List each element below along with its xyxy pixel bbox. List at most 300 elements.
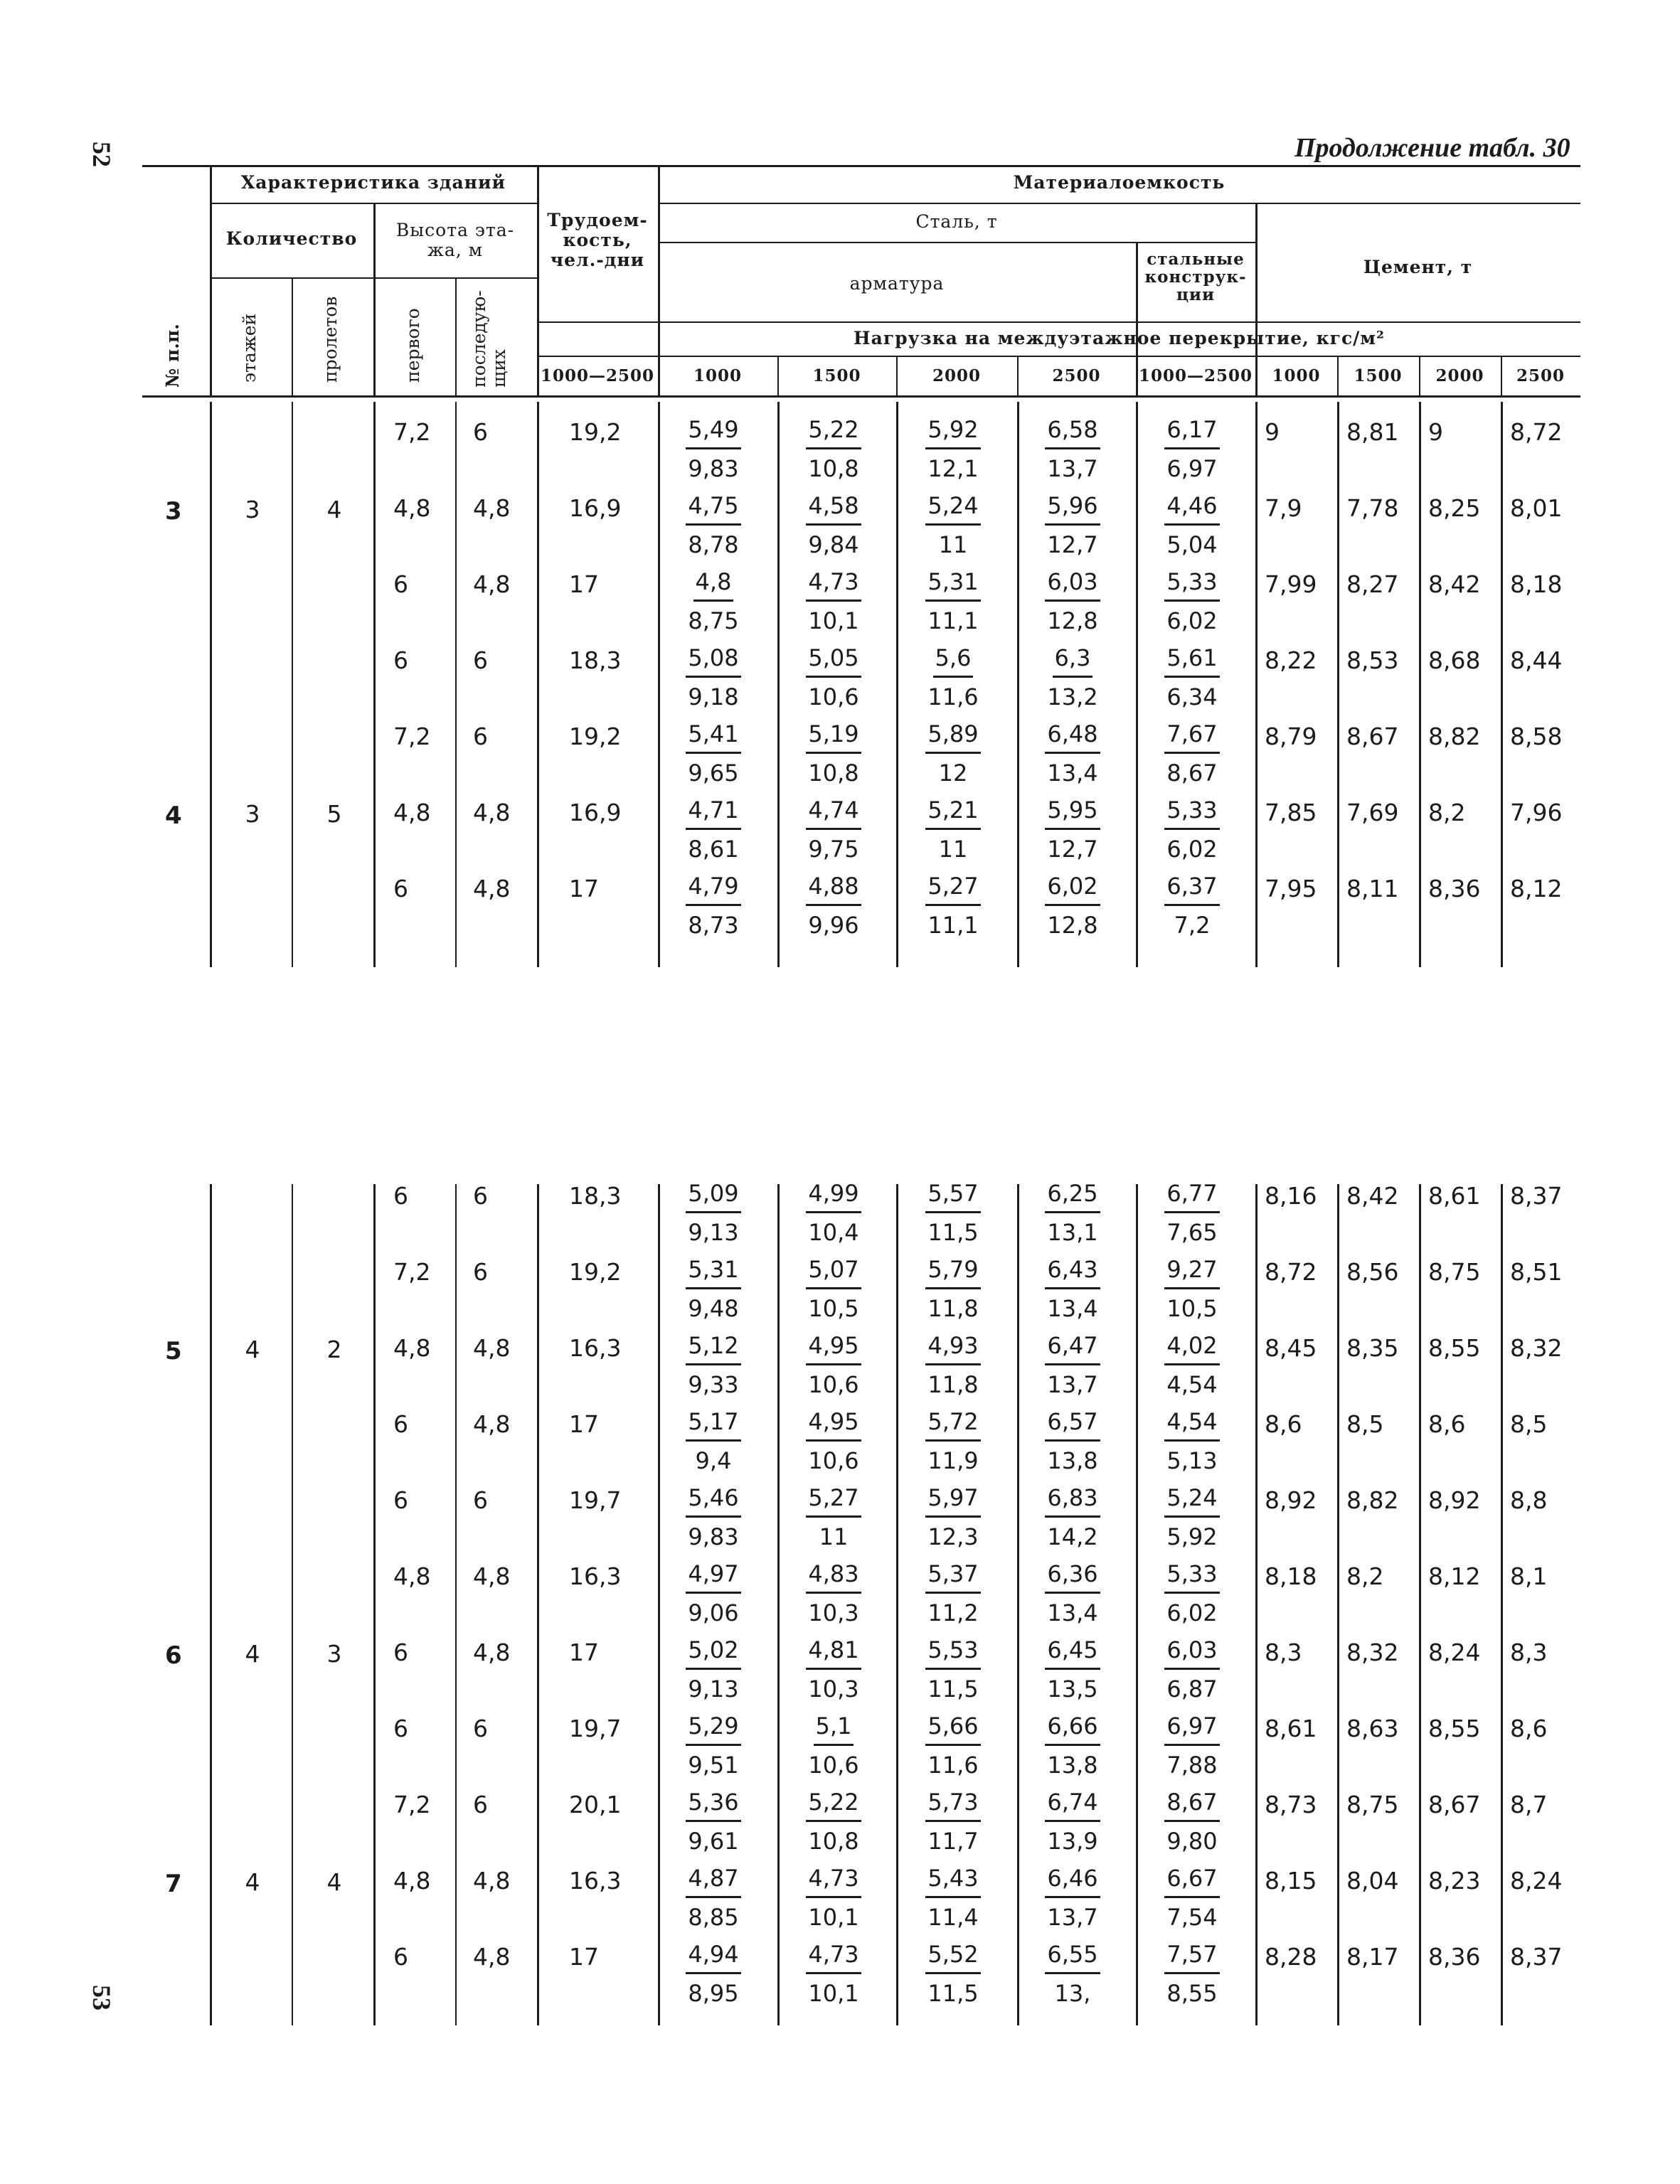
cement-cell: 8,23 <box>1428 1867 1481 1895</box>
header-spans: пролетов <box>320 296 341 383</box>
cement-cell: 8,42 <box>1346 1182 1399 1210</box>
height-next: 6 <box>473 1715 488 1742</box>
body-col-line <box>1501 402 1503 967</box>
fraction-numerator: 5,27 <box>806 1480 861 1518</box>
fraction-cell <box>1030 1403 1115 1480</box>
fraction-denominator: 11 <box>819 1523 849 1550</box>
rule-top <box>142 165 1580 167</box>
height-next: 4,8 <box>473 1562 511 1590</box>
fraction-denominator: 5,04 <box>1166 531 1218 558</box>
cement-cell: 7,99 <box>1265 570 1317 598</box>
fraction-numerator: 5,07 <box>806 1252 861 1289</box>
fraction-cell <box>671 792 756 868</box>
fraction-cell <box>1149 715 1235 792</box>
fraction-denominator: 4,54 <box>1166 1371 1218 1398</box>
fraction-cell <box>791 563 876 640</box>
header-num: № п.п. <box>162 324 183 388</box>
cement-cell: 8,67 <box>1428 1791 1481 1818</box>
body-col-line <box>777 1184 780 2025</box>
fraction-numerator: 6,58 <box>1045 412 1100 449</box>
fraction-numerator: 4,99 <box>806 1176 861 1213</box>
fraction-cell <box>1149 487 1235 564</box>
fraction-denominator: 8,85 <box>688 1904 739 1931</box>
fraction-denominator: 11,8 <box>927 1295 979 1322</box>
body-col-line <box>373 402 376 967</box>
load-cement-1500: 1500 <box>1354 366 1403 385</box>
fraction-cell <box>1030 1860 1115 1937</box>
header-height-next: последую- щих <box>469 290 509 388</box>
fraction-cell <box>671 1860 756 1937</box>
header-labor: Трудоем- кость, чел.-дни <box>547 210 648 270</box>
labor: 17 <box>569 875 599 902</box>
cement-cell: 8,53 <box>1346 646 1399 674</box>
cement-cell: 8,28 <box>1265 1943 1317 1971</box>
fraction-denominator: 10,5 <box>1166 1295 1218 1322</box>
labor: 16,3 <box>569 1334 622 1362</box>
fraction-numerator: 5,22 <box>806 412 861 449</box>
cement-cell: 8,37 <box>1510 1182 1563 1210</box>
rule-loads <box>537 356 1580 357</box>
fraction-cell <box>671 1251 756 1328</box>
cement-cell: 8,36 <box>1428 1943 1481 1971</box>
height-next: 6 <box>473 1791 488 1818</box>
fraction-denominator: 13,1 <box>1047 1219 1098 1246</box>
fraction-cell <box>1030 1327 1115 1404</box>
header-height-first: первого <box>403 308 423 383</box>
table-caption: Продолжение табл. 30 <box>1294 133 1570 163</box>
fraction-denominator: 9,80 <box>1166 1828 1218 1855</box>
height-first: 7,2 <box>393 1258 431 1286</box>
page-number-bottom: 53 <box>87 1985 116 2010</box>
cement-cell: 8,58 <box>1510 723 1563 750</box>
header-steel: Сталь, т <box>915 211 998 232</box>
height-first: 4,8 <box>393 494 431 522</box>
load-cement-2000: 2000 <box>1435 366 1484 385</box>
cement-cell: 8,7 <box>1510 1791 1548 1818</box>
height-first: 7,2 <box>393 1791 431 1818</box>
fraction-denominator: 10,5 <box>808 1295 859 1322</box>
cement-cell: 8,61 <box>1265 1715 1317 1742</box>
group-spans: 2 <box>326 1336 342 1363</box>
fraction-cell <box>1149 1860 1235 1937</box>
fraction-denominator: 10,8 <box>808 455 859 482</box>
fraction-cell <box>910 868 996 944</box>
body-col-line <box>1017 1184 1019 2025</box>
fraction-numerator: 5,24 <box>925 488 980 526</box>
fraction-denominator: 8,75 <box>688 607 739 634</box>
fraction-numerator: 6,55 <box>1045 1937 1100 1974</box>
load-rebar-2500: 2500 <box>1052 366 1101 385</box>
fraction-numerator: 6,25 <box>1045 1176 1100 1213</box>
cement-cell: 7,96 <box>1510 799 1563 826</box>
fraction-cell <box>791 1631 876 1708</box>
fraction-denominator: 12,8 <box>1047 607 1098 634</box>
fraction-denominator: 9,13 <box>688 1219 739 1246</box>
fraction-cell <box>1030 1251 1115 1328</box>
load-cement-1000: 1000 <box>1272 366 1321 385</box>
cement-cell: 8,24 <box>1428 1639 1481 1666</box>
fraction-cell <box>910 1555 996 1632</box>
fraction-numerator: 7,67 <box>1164 716 1219 754</box>
labor: 18,3 <box>569 646 622 674</box>
fraction-numerator: 6,97 <box>1164 1708 1219 1746</box>
fraction-denominator: 12,7 <box>1047 836 1098 863</box>
fraction-numerator: 4,83 <box>806 1556 861 1594</box>
fraction-denominator: 11,5 <box>927 1219 979 1246</box>
fraction-cell <box>910 1708 996 1784</box>
fraction-denominator: 9,65 <box>688 760 739 787</box>
fraction-cell <box>1149 1631 1235 1708</box>
fraction-cell <box>791 868 876 944</box>
cement-cell: 8,18 <box>1510 570 1563 598</box>
fraction-denominator: 11,5 <box>927 1980 979 2007</box>
fraction-cell <box>1030 868 1115 944</box>
fraction-denominator: 12,8 <box>1047 912 1098 939</box>
labor: 16,3 <box>569 1562 622 1590</box>
fraction-cell <box>1030 1784 1115 1860</box>
fraction-cell <box>791 1251 876 1328</box>
cement-cell: 9 <box>1265 418 1280 446</box>
fraction-denominator: 6,87 <box>1166 1676 1218 1703</box>
fraction-numerator: 4,97 <box>686 1556 740 1594</box>
fraction-denominator: 13,8 <box>1047 1447 1098 1474</box>
cement-cell: 8,61 <box>1428 1182 1481 1210</box>
fraction-cell <box>1030 563 1115 640</box>
fraction-numerator: 6,46 <box>1045 1860 1100 1898</box>
fraction-numerator: 6,66 <box>1045 1708 1100 1746</box>
fraction-numerator: 5,52 <box>925 1937 980 1974</box>
height-next: 4,8 <box>473 494 511 522</box>
fraction-denominator: 9,96 <box>808 912 859 939</box>
header-load: Нагрузка на междуэтажное перекрытие, кгс/м² <box>854 328 1385 348</box>
header-material: Материалоемкость <box>1013 172 1226 193</box>
fraction-denominator: 8,67 <box>1166 760 1218 787</box>
fraction-cell <box>910 1479 996 1556</box>
fraction-numerator: 4,95 <box>806 1404 861 1442</box>
load-rebar-1000: 1000 <box>693 366 742 385</box>
fraction-numerator: 4,71 <box>686 792 740 830</box>
fraction-cell <box>791 1403 876 1480</box>
hdr-div-1 <box>210 165 212 395</box>
height-first: 4,8 <box>393 1334 431 1362</box>
fraction-numerator: 5,6 <box>933 640 974 678</box>
cement-cell: 8,51 <box>1510 1258 1563 1286</box>
fraction-cell <box>791 1555 876 1632</box>
body-col-line <box>537 402 539 967</box>
fraction-numerator: 6,67 <box>1164 1860 1219 1898</box>
fraction-numerator: 5,61 <box>1164 640 1219 678</box>
height-next: 6 <box>473 1182 488 1210</box>
fraction-denominator: 12,7 <box>1047 531 1098 558</box>
cement-cell: 8,32 <box>1346 1639 1399 1666</box>
fraction-denominator: 10,6 <box>808 683 859 710</box>
fraction-numerator: 4,87 <box>686 1860 740 1898</box>
fraction-numerator: 6,03 <box>1045 564 1100 602</box>
height-next: 6 <box>473 418 488 446</box>
fraction-cell <box>1149 1555 1235 1632</box>
cement-cell: 8,55 <box>1428 1715 1481 1742</box>
body-col-line <box>1136 402 1138 967</box>
fraction-cell <box>671 1708 756 1784</box>
height-first: 6 <box>393 1715 408 1742</box>
fraction-denominator: 11,4 <box>927 1904 979 1931</box>
fraction-cell <box>671 1784 756 1860</box>
fraction-denominator: 10,6 <box>808 1371 859 1398</box>
fraction-cell <box>910 487 996 564</box>
fraction-denominator: 10,1 <box>808 1980 859 2007</box>
fraction-numerator: 4,95 <box>806 1328 861 1365</box>
height-first: 6 <box>393 1182 408 1210</box>
cement-cell: 8,5 <box>1346 1410 1384 1438</box>
fraction-numerator: 4,73 <box>806 1937 861 1974</box>
group-spans: 3 <box>326 1640 342 1668</box>
fraction-numerator: 4,46 <box>1164 488 1219 526</box>
fraction-numerator: 4,8 <box>693 564 734 602</box>
height-first: 7,2 <box>393 418 431 446</box>
fraction-denominator: 11 <box>938 836 968 863</box>
height-next: 6 <box>473 1486 488 1514</box>
fraction-cell <box>1149 1327 1235 1404</box>
fraction-numerator: 5,53 <box>925 1632 980 1670</box>
group-number: 7 <box>165 1870 182 1898</box>
fraction-cell <box>671 1631 756 1708</box>
header-count: Количество <box>225 228 358 249</box>
cement-cell: 8,22 <box>1265 646 1317 674</box>
load-rebar-1500: 1500 <box>812 366 861 385</box>
header-steel-struct: стальные конструк- ции <box>1144 250 1247 304</box>
body-col-line <box>1255 1184 1258 2025</box>
cement-cell: 8,79 <box>1265 723 1317 750</box>
fraction-numerator: 5,72 <box>925 1404 980 1442</box>
fraction-cell <box>1030 1479 1115 1556</box>
fraction-denominator: 11,5 <box>927 1676 979 1703</box>
fraction-cell <box>791 1784 876 1860</box>
fraction-numerator: 5,95 <box>1045 792 1100 830</box>
cement-cell: 8,81 <box>1346 418 1399 446</box>
fraction-numerator: 6,57 <box>1045 1404 1100 1442</box>
height-first: 7,2 <box>393 723 431 750</box>
fraction-denominator: 8,78 <box>688 531 739 558</box>
height-first: 6 <box>393 646 408 674</box>
fraction-numerator: 5,21 <box>925 792 980 830</box>
cement-cell: 8,72 <box>1510 418 1563 446</box>
cement-cell: 8,92 <box>1428 1486 1481 1514</box>
height-next: 4,8 <box>473 1639 511 1666</box>
fraction-cell <box>671 563 756 640</box>
fraction-denominator: 10,6 <box>808 1447 859 1474</box>
fraction-denominator: 9,75 <box>808 836 859 863</box>
cement-cell: 8,2 <box>1428 799 1466 826</box>
labor: 19,2 <box>569 418 622 446</box>
fraction-denominator: 6,02 <box>1166 607 1218 634</box>
fraction-denominator: 7,2 <box>1174 912 1211 939</box>
fraction-numerator: 6,43 <box>1045 1252 1100 1289</box>
load-rebar-2000: 2000 <box>932 366 981 385</box>
fraction-denominator: 9,48 <box>688 1295 739 1322</box>
fraction-cell <box>1149 563 1235 640</box>
fraction-denominator: 8,61 <box>688 836 739 863</box>
fraction-denominator: 9,83 <box>688 1523 739 1550</box>
body-col-line <box>896 1184 898 2025</box>
header-floors: этажей <box>239 313 260 383</box>
fraction-cell <box>1030 1708 1115 1784</box>
cement-cell: 8,32 <box>1510 1334 1563 1362</box>
fraction-numerator: 5,02 <box>686 1632 740 1670</box>
cement-cell: 8,04 <box>1346 1867 1399 1895</box>
fraction-denominator: 6,34 <box>1166 683 1218 710</box>
height-next: 4,8 <box>473 875 511 902</box>
fraction-cell <box>1149 1251 1235 1328</box>
fraction-denominator: 9,33 <box>688 1371 739 1398</box>
fraction-cell <box>1149 1403 1235 1480</box>
fraction-cell <box>910 1251 996 1328</box>
fraction-numerator: 5,49 <box>686 412 740 449</box>
cement-cell: 8,73 <box>1265 1791 1317 1818</box>
fraction-denominator: 7,65 <box>1166 1219 1218 1246</box>
fraction-denominator: 10,6 <box>808 1752 859 1779</box>
fraction-cell <box>791 1327 876 1404</box>
body-col-line <box>292 1184 293 2025</box>
fraction-cell <box>671 487 756 564</box>
fraction-numerator: 6,48 <box>1045 716 1100 754</box>
fraction-denominator: 13,4 <box>1047 1599 1098 1626</box>
height-first: 6 <box>393 875 408 902</box>
fraction-numerator: 5,31 <box>686 1252 740 1289</box>
body-col-line <box>1419 1184 1421 2025</box>
fraction-cell <box>1149 1479 1235 1556</box>
body-col-line <box>658 402 660 967</box>
cement-cell: 7,95 <box>1265 875 1317 902</box>
cement-cell: 8,25 <box>1428 494 1481 522</box>
cement-cell: 8,67 <box>1346 723 1399 750</box>
fraction-cell <box>791 1936 876 2013</box>
fraction-numerator: 5,66 <box>925 1708 980 1746</box>
fraction-cell <box>1149 411 1235 488</box>
fraction-denominator: 11,7 <box>927 1828 979 1855</box>
fraction-cell <box>791 1708 876 1784</box>
fraction-cell <box>910 1403 996 1480</box>
fraction-denominator: 10,1 <box>808 607 859 634</box>
height-next: 4,8 <box>473 799 511 826</box>
labor: 17 <box>569 570 599 598</box>
fraction-denominator: 7,54 <box>1166 1904 1218 1931</box>
cement-cell: 8,27 <box>1346 570 1399 598</box>
hdr-div-4 <box>455 277 457 395</box>
fraction-cell <box>1149 1936 1235 2013</box>
height-first: 6 <box>393 1639 408 1666</box>
fraction-cell <box>671 1479 756 1556</box>
fraction-cell <box>671 1936 756 2013</box>
fraction-numerator: 5,08 <box>686 640 740 678</box>
fraction-denominator: 6,02 <box>1166 836 1218 863</box>
fraction-numerator: 5,73 <box>925 1784 980 1822</box>
hdr-div-2 <box>292 277 293 395</box>
height-next: 4,8 <box>473 1334 511 1362</box>
labor: 17 <box>569 1943 599 1971</box>
fraction-numerator: 5,36 <box>686 1784 740 1822</box>
fraction-denominator: 12,3 <box>927 1523 979 1550</box>
fraction-numerator: 9,27 <box>1164 1252 1219 1289</box>
fraction-numerator: 6,37 <box>1164 868 1219 906</box>
fraction-cell <box>910 1631 996 1708</box>
page-number-top: 52 <box>87 142 116 167</box>
cement-cell: 8,17 <box>1346 1943 1399 1971</box>
fraction-cell <box>671 1555 756 1632</box>
fraction-numerator: 5,17 <box>686 1404 740 1442</box>
body-col-line <box>1501 1184 1503 2025</box>
fraction-numerator: 5,05 <box>806 640 861 678</box>
fraction-numerator: 6,77 <box>1164 1176 1219 1213</box>
fraction-numerator: 5,57 <box>925 1176 980 1213</box>
group-floors: 3 <box>245 496 260 523</box>
fraction-numerator: 5,92 <box>925 412 980 449</box>
fraction-cell <box>910 1784 996 1860</box>
group-floors: 4 <box>245 1640 260 1668</box>
header-rebar: арматура <box>849 273 945 294</box>
fraction-denominator: 10,3 <box>808 1676 859 1703</box>
fraction-cell <box>1030 792 1115 868</box>
labor: 20,1 <box>569 1791 622 1818</box>
fraction-cell <box>671 715 756 792</box>
fraction-numerator: 6,47 <box>1045 1328 1100 1365</box>
group-number: 4 <box>165 801 182 830</box>
cement-cell: 8,82 <box>1346 1486 1399 1514</box>
height-first: 4,8 <box>393 799 431 826</box>
cement-cell: 7,85 <box>1265 799 1317 826</box>
cement-cell: 8,75 <box>1428 1258 1481 1286</box>
cement-cell: 8,15 <box>1265 1867 1317 1895</box>
body-col-line <box>1419 402 1421 967</box>
fraction-denominator: 13,8 <box>1047 1752 1098 1779</box>
fraction-numerator: 5,12 <box>686 1328 740 1365</box>
fraction-cell <box>1030 1936 1115 2013</box>
fraction-denominator: 5,13 <box>1166 1447 1218 1474</box>
cement-cell: 8,24 <box>1510 1867 1563 1895</box>
cement-cell: 8,63 <box>1346 1715 1399 1742</box>
fraction-cell <box>1030 639 1115 716</box>
fraction-numerator: 5,24 <box>1164 1480 1219 1518</box>
fraction-cell <box>671 1403 756 1480</box>
labor: 18,3 <box>569 1182 622 1210</box>
fraction-denominator: 11,9 <box>927 1447 979 1474</box>
body-col-line <box>896 402 898 967</box>
cement-cell: 8,8 <box>1510 1486 1548 1514</box>
fraction-numerator: 6,17 <box>1164 412 1219 449</box>
fraction-denominator: 10,8 <box>808 1828 859 1855</box>
cement-cell: 8,6 <box>1510 1715 1548 1742</box>
fraction-numerator: 6,36 <box>1045 1556 1100 1594</box>
fraction-numerator: 5,19 <box>806 716 861 754</box>
cement-cell: 8,82 <box>1428 723 1481 750</box>
labor: 16,9 <box>569 799 622 826</box>
cement-cell: 8,2 <box>1346 1562 1384 1590</box>
fraction-denominator: 10,4 <box>808 1219 859 1246</box>
fraction-denominator: 10,1 <box>808 1904 859 1931</box>
fraction-numerator: 5,43 <box>925 1860 980 1898</box>
load-steel-struct: 1000—2500 <box>1138 366 1253 385</box>
fraction-numerator: 8,67 <box>1164 1784 1219 1822</box>
group-number: 6 <box>165 1641 182 1670</box>
fraction-numerator: 5,89 <box>925 716 980 754</box>
labor: 19,2 <box>569 1258 622 1286</box>
fraction-numerator: 4,94 <box>686 1937 740 1974</box>
fraction-numerator: 4,58 <box>806 488 861 526</box>
load-labor: 1000—2500 <box>540 366 655 385</box>
height-first: 6 <box>393 1410 408 1438</box>
fraction-denominator: 5,92 <box>1166 1523 1218 1550</box>
fraction-numerator: 6,83 <box>1045 1480 1100 1518</box>
fraction-numerator: 6,02 <box>1045 868 1100 906</box>
